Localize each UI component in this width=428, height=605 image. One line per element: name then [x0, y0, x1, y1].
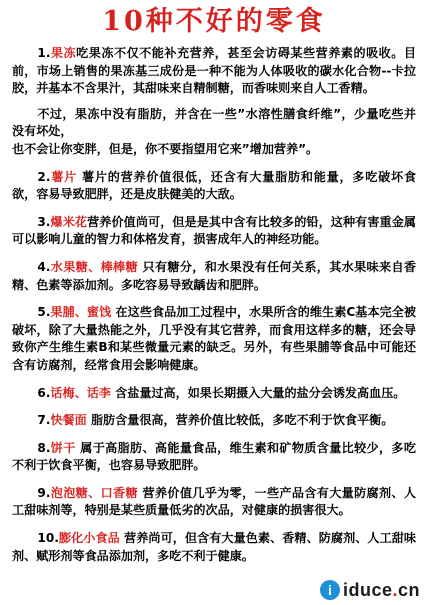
item-number: 4. [37, 259, 51, 274]
list-item [12, 440, 416, 475]
item-number: 1. [37, 46, 51, 60]
site-logo-icon: i [320, 580, 340, 600]
item-name: 话梅、话李 [50, 385, 111, 400]
watermark-dot: . [392, 579, 398, 600]
item-name: 泡泡糖、口香糖 [50, 485, 138, 500]
spacer [12, 430, 416, 440]
item-text: 只有糖分，和水果没有任何关系，其水果味来自香精、色素等添加剂。多吃容易导致龋齿和肥胖。 [12, 259, 416, 292]
item-name: 饼干 [50, 440, 76, 455]
item-text: 也不会让你变胖，但是，你不要指望用它来”增加营养”。 [12, 141, 319, 156]
item-text: 含盐量过高，如果长期摄入大量的盐分会诱发高血压。 [115, 385, 406, 400]
item-name: 果冻 [50, 46, 77, 60]
list-item [12, 45, 416, 98]
list-item [12, 106, 416, 141]
watermark-tld: cn [397, 579, 420, 600]
list-item [12, 485, 416, 520]
spacer [12, 294, 416, 304]
list-item [12, 530, 416, 565]
article-body [12, 45, 416, 565]
item-text: 营养尚可，但含有大量色素、香精、防腐剂、人工甜味剂、赋形剂等食品添加剂，多吃不利于健康。 [12, 531, 416, 563]
spacer [12, 159, 416, 169]
item-text: 薯片的营养价值很低，还含有大量脂肪和能量，多吃破坏食欲，容易导致肥胖，还是皮肤健美的大敌。 [12, 169, 416, 202]
watermark-main: iduce [342, 579, 393, 600]
spacer [12, 204, 416, 214]
item-name: 薯片 [50, 169, 77, 184]
item-name: 水果糖、棒棒糖 [50, 259, 138, 274]
list-item [12, 259, 416, 294]
item-number: 5. [37, 305, 51, 320]
item-text: 属于高脂肪、高能量食品，维生素和矿物质含量比较少，多吃不利于饮食平衡，也容易导致肥胖。 [12, 440, 416, 473]
spacer [12, 520, 416, 530]
item-text: 在这些食品加工过程中，水果所含的维生素C基本完全被破坏，除了大量热能之外，几乎没有其它营养，而食用这样多的糖，还会导致你产生维生素B和某些微量元素的缺乏。另外，有些果脯等食品中可能还含有访腐剂，经常食用会影响健康。 [12, 305, 416, 372]
item-number: 8. [37, 440, 51, 455]
list-item [12, 304, 416, 374]
watermark-text [343, 580, 420, 601]
item-text: 营养价值几乎为零，一些产品含有大量防腐剂、人工甜味剂等，特别是某些质量低劣的次品，对健康的损害很大。 [12, 485, 416, 518]
site-watermark [316, 577, 424, 603]
item-number: 3. [37, 214, 51, 229]
list-item [12, 169, 416, 204]
item-number: 10. [37, 531, 59, 546]
item-name: 膨化小食品 [58, 531, 120, 546]
list-item [12, 214, 416, 249]
spacer [12, 249, 416, 259]
list-item [12, 385, 416, 403]
spacer [12, 475, 416, 485]
list-item [12, 412, 416, 430]
item-number: 7. [37, 413, 51, 428]
item-number: 6. [37, 385, 51, 400]
spacer [12, 375, 416, 385]
spacer [12, 402, 416, 412]
item-text: 不过，果冻中没有脂肪，并含在一些”水溶性膳食纤维”，少量吃些并没有坏处， [12, 106, 416, 139]
item-name: 快餐面 [50, 413, 87, 428]
item-number: 9. [37, 485, 51, 500]
item-name: 爆米花 [50, 214, 88, 229]
spacer [12, 98, 416, 106]
item-text: 脂肪含量很高，营养价值比较低，多吃不利于饮食平衡。 [90, 413, 394, 428]
item-number: 2. [37, 169, 51, 184]
item-name: 果脯、蜜饯 [50, 305, 112, 320]
item-text: 吃果冻不仅不能补充营养，甚至会访碍某些营养素的吸收。目前，市场上销售的果冻基三成份是一种不能为人体吸收的碳水化合物--卡拉胶，并基本不含果汁，其甜味来自精制糖，而香味则来自人工香精。 [12, 46, 416, 96]
item-text: 营养价值尚可，但是是其中含有比较多的铅，这种有害重金属可以影响儿童的智力和体格发育，损害成年人的神经功能。 [12, 214, 416, 247]
list-item [12, 141, 416, 159]
page-title: 10种不好的零食 [102, 6, 326, 37]
